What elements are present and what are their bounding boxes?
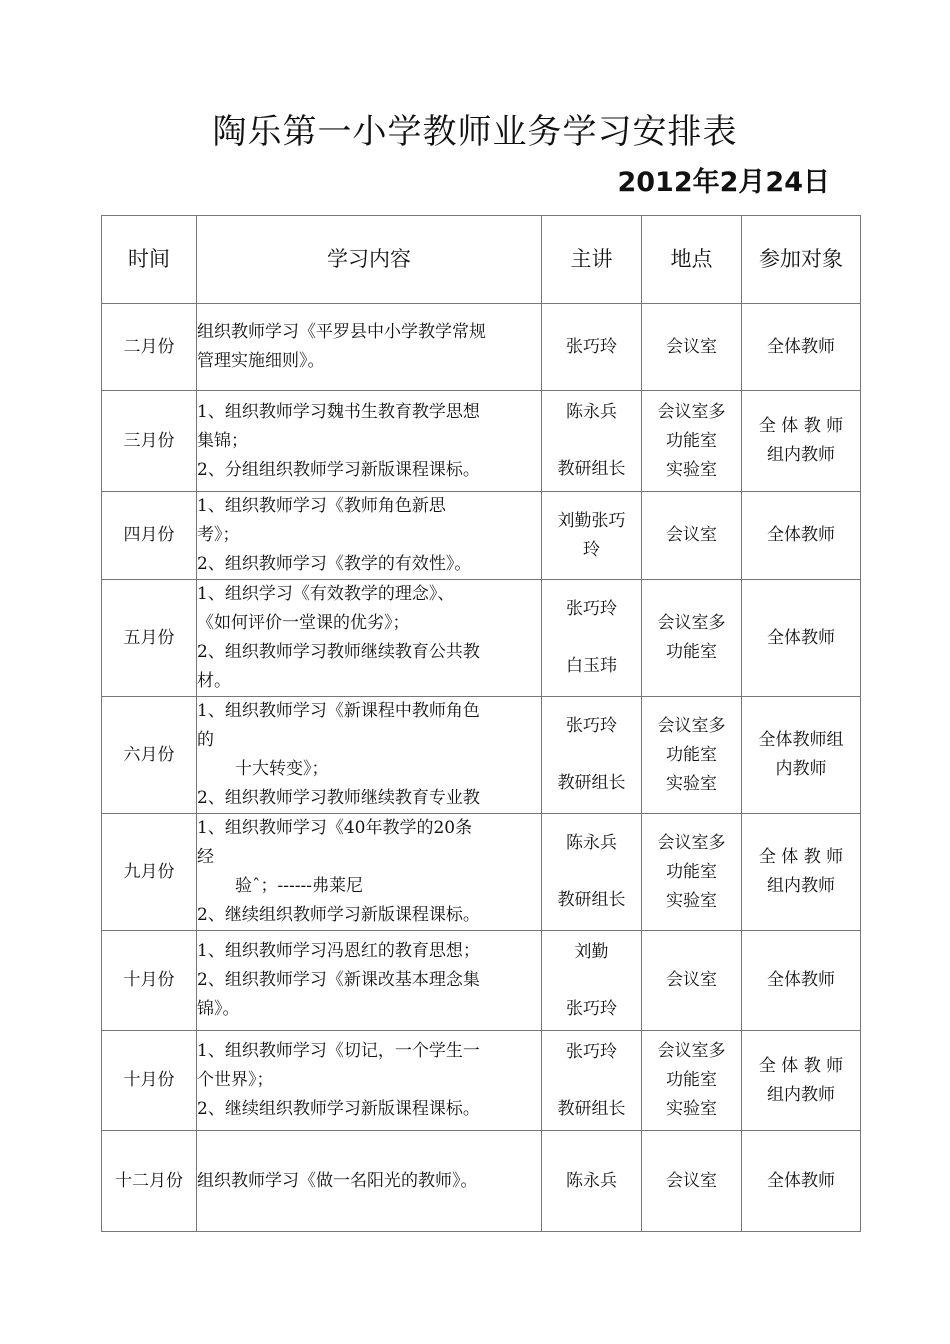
content-line: 锦》。 <box>197 999 240 1019</box>
document-date: 2012年2月24日 <box>617 167 830 198</box>
row-content <box>197 1031 542 1131</box>
content-line: 1、组织教师学习冯恩红的教育思想； <box>197 941 480 961</box>
row-lecturer <box>542 391 642 492</box>
audience-line: 组内教师 <box>767 445 835 465</box>
row-location <box>642 814 742 931</box>
header-content: 学习内容 <box>197 216 542 304</box>
location-line: 功能室 <box>666 744 717 765</box>
header-time: 时间 <box>102 216 197 304</box>
audience-line: 全 体 教 师 <box>758 1055 844 1076</box>
content-line: 组织教师学习《做一名阳光的教师》。 <box>197 1170 478 1191</box>
lecturer-line: 刘勤张巧 <box>557 510 626 531</box>
location-line: 会议室多 <box>657 613 726 633</box>
schedule-table <box>101 215 861 1232</box>
row-audience <box>742 580 861 697</box>
row-month: 五月份 <box>102 580 197 697</box>
table-row <box>102 697 861 814</box>
audience-line: 全体教师组 <box>758 730 844 750</box>
content-line: 集锦； <box>197 430 248 451</box>
audience-line: 全体教师 <box>767 627 835 648</box>
table-row <box>102 1031 861 1131</box>
row-lecturer <box>542 1131 642 1232</box>
page-title: 陶乐第一小学教师业务学习安排表 <box>212 112 738 152</box>
row-audience <box>742 814 861 931</box>
lecturer-line: 张巧玲 <box>566 336 617 357</box>
row-audience <box>742 1131 861 1232</box>
row-location <box>642 304 742 391</box>
audience-line: 全体教师 <box>767 525 835 545</box>
row-audience <box>742 391 861 492</box>
table-row <box>102 304 861 391</box>
table-row <box>102 492 861 580</box>
audience-line: 全体教师 <box>767 1170 835 1191</box>
table-row <box>102 391 861 492</box>
content-line: 1、组织教师学习《切记，一个学生一 <box>197 1041 480 1061</box>
row-audience <box>742 1031 861 1131</box>
content-line: 经 <box>197 847 214 867</box>
content-line: 2、组织教师学习《教学的有效性》。 <box>197 554 472 574</box>
content-line: 的 <box>197 730 214 750</box>
lecturer-line: 玲 <box>583 539 600 560</box>
row-content <box>197 580 542 697</box>
content-line: 考》； <box>197 525 240 545</box>
header-audience: 参加对象 <box>742 216 861 304</box>
row-lecturer <box>542 304 642 391</box>
content-line: 1、组织教师学习《新课程中教师角色 <box>197 701 480 721</box>
location-line: 会议室多 <box>657 1041 726 1061</box>
row-lecturer <box>542 697 642 814</box>
row-location <box>642 931 742 1031</box>
lecturer-line: 教研组长 <box>557 1098 626 1119</box>
row-lecturer <box>542 814 642 931</box>
content-line: 验ˆ；------弗莱尼 <box>235 876 363 896</box>
row-lecturer <box>542 580 642 697</box>
audience-line: 组内教师 <box>767 1084 835 1105</box>
row-lecturer <box>542 1031 642 1131</box>
content-line: 材。 <box>197 671 231 691</box>
content-line: 2、组织教师学习教师继续教育专业教 <box>197 788 480 808</box>
lecturer-line: 教研组长 <box>557 773 626 793</box>
content-line: 2、继续组织教师学习新版课程课标。 <box>197 905 480 925</box>
row-audience <box>742 931 861 1031</box>
row-content <box>197 814 542 931</box>
location-line: 会议室 <box>666 525 717 545</box>
header-lecturer: 主讲 <box>542 216 642 304</box>
row-month: 九月份 <box>102 814 197 931</box>
content-line: 组织教师学习《平罗县中小学教学常规 <box>197 322 486 342</box>
lecturer-line: 刘勤 <box>574 941 609 962</box>
row-month: 十月份 <box>102 931 197 1031</box>
row-audience <box>742 697 861 814</box>
row-month: 二月份 <box>102 304 197 391</box>
lecturer-line: 张巧玲 <box>566 1041 617 1062</box>
row-month: 六月份 <box>102 697 197 814</box>
row-month: 十二月份 <box>102 1131 197 1232</box>
content-line: 2、继续组织教师学习新版课程课标。 <box>197 1099 480 1119</box>
row-location <box>642 1031 742 1131</box>
location-line: 会议室 <box>666 970 717 990</box>
location-line: 会议室多 <box>657 715 726 736</box>
location-line: 功能室 <box>666 861 717 882</box>
lecturer-line: 张巧玲 <box>566 998 617 1019</box>
row-content <box>197 391 542 492</box>
content-line: 2、分组组织教师学习新版课程课标。 <box>197 459 480 480</box>
lecturer-line: 白玉玮 <box>566 656 617 676</box>
row-location <box>642 697 742 814</box>
audience-line: 内教师 <box>775 759 827 779</box>
content-line: 十大转变》； <box>235 759 329 779</box>
table-row <box>102 1131 861 1232</box>
row-audience <box>742 492 861 580</box>
row-location <box>642 1131 742 1232</box>
lecturer-line: 陈永兵 <box>566 833 617 853</box>
location-line: 功能室 <box>666 430 717 451</box>
content-line: 2、组织教师学习教师继续教育公共教 <box>197 642 480 662</box>
location-line: 会议室 <box>666 336 717 357</box>
row-content <box>197 1131 542 1232</box>
row-content <box>197 931 542 1031</box>
lecturer-line: 教研组长 <box>557 459 626 479</box>
table-row <box>102 931 861 1031</box>
content-line: 1、组织教师学习《教师角色新思 <box>197 496 446 516</box>
row-lecturer <box>542 492 642 580</box>
row-location <box>642 492 742 580</box>
location-line: 实验室 <box>666 773 717 794</box>
content-line: 1、组织学习《有效教学的理念》、 <box>197 584 455 604</box>
row-audience <box>742 304 861 391</box>
content-line: 个世界》； <box>197 1070 274 1090</box>
content-line: 1、组织教师学习魏书生教育教学思想 <box>197 401 480 422</box>
location-line: 会议室多 <box>657 401 726 422</box>
location-line: 会议室 <box>666 1170 717 1191</box>
row-lecturer <box>542 931 642 1031</box>
location-line: 实验室 <box>666 890 717 911</box>
content-line: 2、组织教师学习《新课改基本理念集 <box>197 970 480 990</box>
audience-line: 组内教师 <box>767 876 835 896</box>
row-location <box>642 391 742 492</box>
table-header-row <box>102 216 861 304</box>
location-line: 会议室多 <box>657 832 726 853</box>
header-location: 地点 <box>642 216 742 304</box>
lecturer-line: 教研组长 <box>557 890 626 910</box>
row-location <box>642 580 742 697</box>
audience-line: 全 体 教 师 <box>758 847 844 867</box>
lecturer-line: 张巧玲 <box>566 599 617 619</box>
audience-line: 全体教师 <box>767 336 835 357</box>
table-row <box>102 580 861 697</box>
row-month: 十月份 <box>102 1031 197 1131</box>
row-month: 四月份 <box>102 492 197 580</box>
location-line: 实验室 <box>666 1099 717 1119</box>
row-content <box>197 697 542 814</box>
table-row <box>102 814 861 931</box>
content-line: 1、组织教师学习《40年教学的20条 <box>197 818 473 838</box>
row-month: 三月份 <box>102 391 197 492</box>
lecturer-line: 张巧玲 <box>566 716 617 736</box>
location-line: 功能室 <box>666 642 717 662</box>
content-line: 《如何评价一堂课的优劣》； <box>197 613 410 633</box>
row-content <box>197 304 542 391</box>
location-line: 功能室 <box>666 1070 717 1090</box>
audience-line: 全体教师 <box>767 970 835 990</box>
lecturer-line: 陈永兵 <box>566 402 617 422</box>
lecturer-line: 陈永兵 <box>566 1170 617 1191</box>
content-line: 管理实施细则》。 <box>197 351 325 371</box>
audience-line: 全 体 教 师 <box>758 416 844 436</box>
row-content <box>197 492 542 580</box>
location-line: 实验室 <box>666 459 717 480</box>
